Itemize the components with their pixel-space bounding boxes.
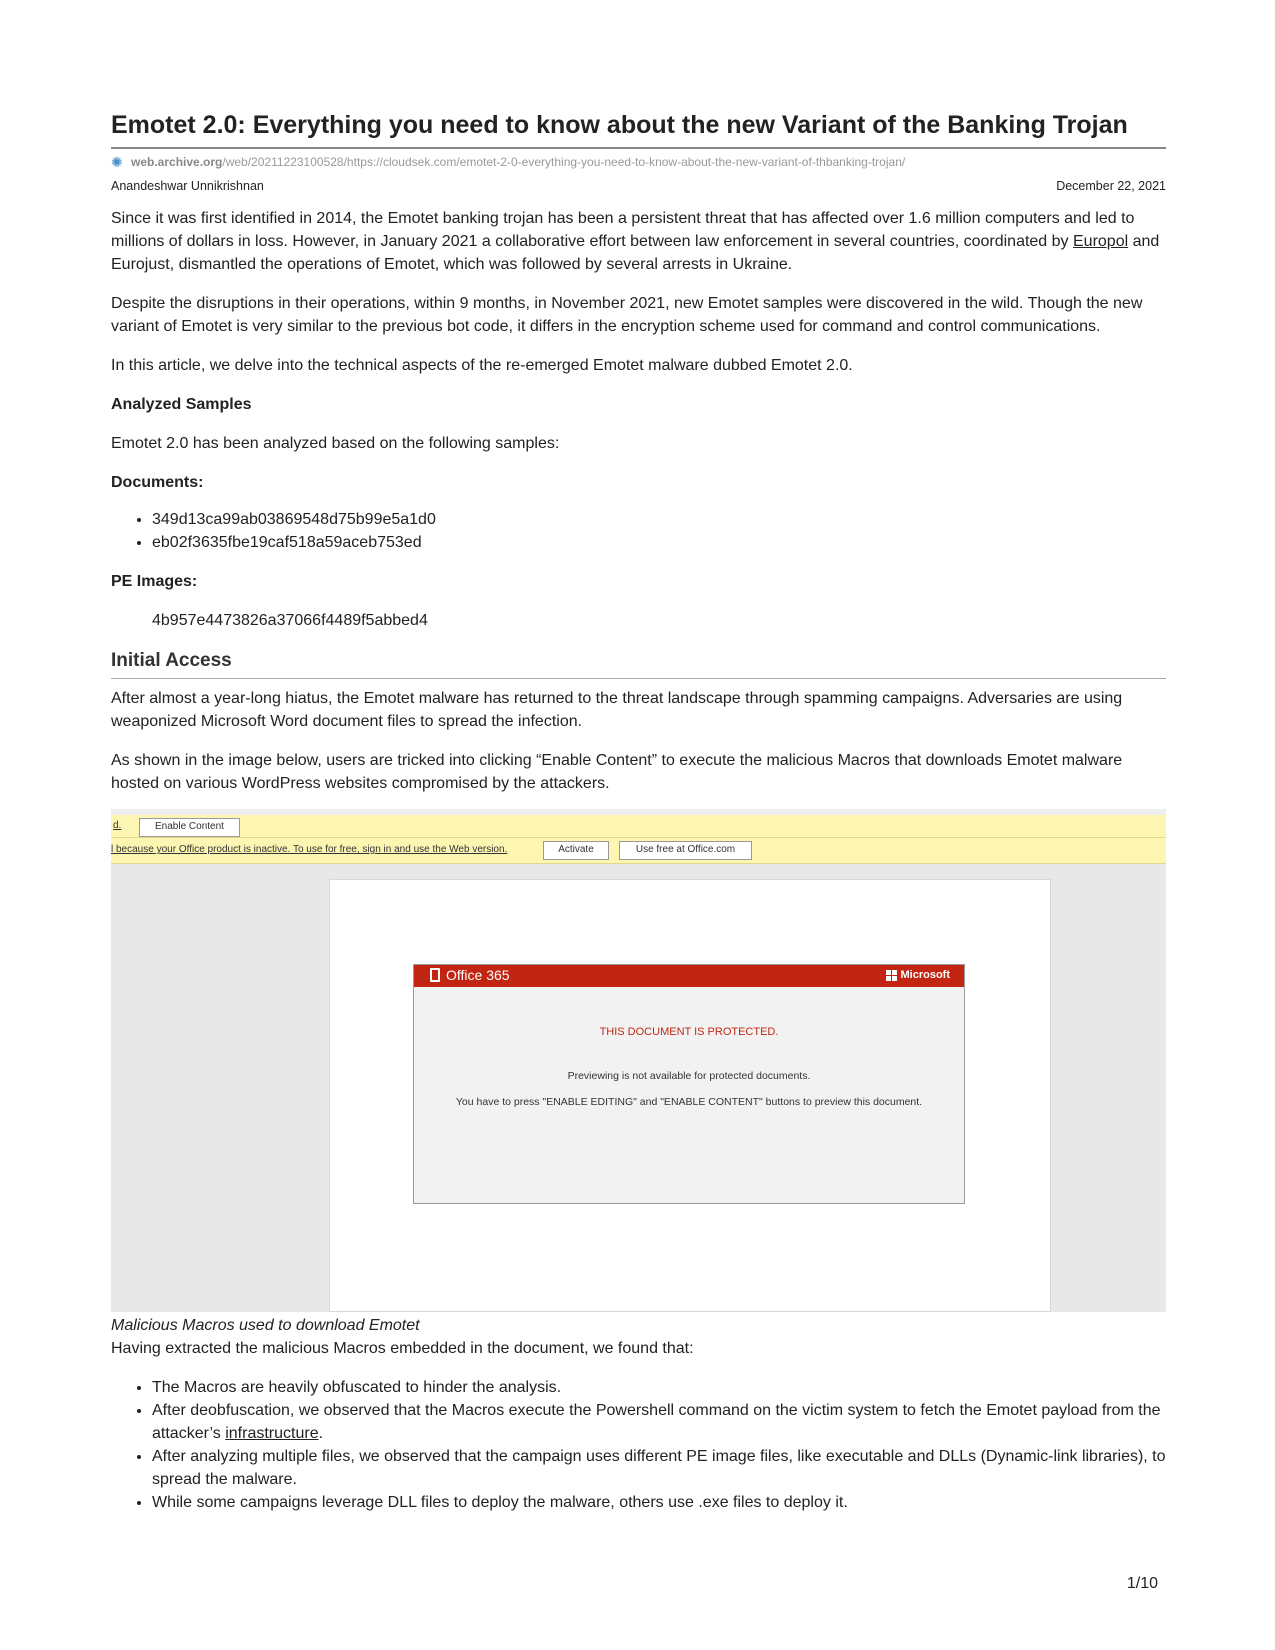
europol-link[interactable]: Europol — [1073, 233, 1129, 250]
documents-list — [111, 508, 1166, 554]
article — [111, 110, 1166, 1514]
list-item: • While some campaigns leverage DLL files to deploy the malware, others use .exe files to deploy it. — [152, 1491, 1166, 1514]
protected-notice: THIS DOCUMENT IS PROTECTED. — [599, 1026, 779, 1038]
page-number: 1/10 — [1126, 1575, 1158, 1592]
findings-list — [111, 1376, 1166, 1514]
source-domain: web.archive.org — [131, 155, 223, 169]
list-item: • The Macros are heavily obfuscated to hinder the analysis. — [152, 1376, 1166, 1399]
microsoft-icon — [886, 970, 897, 981]
pe-images-label: PE Images: — [111, 573, 198, 590]
list-item: • eb02f3635fbe19caf518a59aceb753ed — [152, 531, 1166, 554]
list-item: • After deobfuscation, we observed that the Macros execute the Powershell command on the victim system to fetch the Emotet payload from the attacker’s infrastructure. — [152, 1399, 1166, 1445]
article-meta — [111, 179, 1166, 193]
samples-heading: Analyzed Samples — [111, 396, 252, 413]
press-instructions: You have to press "ENABLE EDITING" and "ENABLE CONTENT" buttons to preview this document. — [455, 1096, 923, 1108]
source-path: /web/20211223100528/https://cloudsek.com/emotet-2-0-everything-you-need-to-know-about-the-new-variant-of-thbanking-trojan/ — [222, 155, 906, 169]
pe-image-hash: 4b957e4473826a37066f4489f5abbed4 — [152, 612, 428, 629]
author: Anandeshwar Unnikrishnan — [111, 179, 264, 193]
initial-access-paragraph-2: As shown in the image below, users are tricked into clicking “Enable Content” to execute the malicious Macros that downloads Emotet malware hosted on various WordPress websites compromised by the attackers. — [111, 752, 1123, 792]
archive-icon: ✺ — [111, 154, 123, 170]
enable-content-bar — [111, 809, 1166, 837]
bar-fragment: d. — [113, 820, 122, 831]
figure-caption: Malicious Macros used to download Emotet — [111, 1317, 420, 1334]
findings-intro: Having extracted the malicious Macros embedded in the document, we found that: — [111, 1340, 694, 1357]
samples-text: Emotet 2.0 has been analyzed based on the following samples: — [111, 435, 560, 452]
infrastructure-link[interactable]: infrastructure — [225, 1425, 319, 1442]
publish-date: December 22, 2021 — [1056, 179, 1166, 193]
intro-paragraph-1: Since it was first identified in 2014, the Emotet banking trojan has been a persistent threat that has affected over 1.6 million computers and led to millions of dollars in loss. However, in January 2021 a collaborative effort between law enforcement in several countries, coordinated by Europol and Eurojust, dismantled the operations of Emotet, which was followed by several arrests in Ukraine. — [111, 210, 1160, 273]
inactive-product-bar — [111, 837, 1166, 864]
use-free-button[interactable]: Use free at Office.com — [619, 841, 752, 860]
microsoft-logo: Microsoft — [886, 969, 951, 981]
inactive-message: l because your Office product is inactive. To use for free, sign in and use the Web version. — [111, 844, 508, 855]
page-title: Emotet 2.0: Everything you need to know about the new Variant of the Banking Trojan — [111, 110, 1166, 149]
list-item: • 349d13ca99ab03869548d75b99e5a1d0 — [152, 508, 1166, 531]
initial-access-heading: Initial Access — [111, 650, 1166, 679]
macro-screenshot-figure — [111, 809, 1166, 1312]
enable-content-button[interactable]: Enable Content — [139, 818, 240, 837]
preview-notice: Previewing is not available for protected documents. — [567, 1070, 811, 1082]
office365-header — [414, 965, 964, 987]
activate-button[interactable]: Activate — [543, 841, 609, 860]
office365-logo: Office 365 — [430, 967, 510, 983]
source-url[interactable] — [111, 155, 1166, 169]
office365-protected-box — [413, 964, 965, 1204]
intro-paragraph-3: In this article, we delve into the technical aspects of the re-emerged Emotet malware dubbed Emotet 2.0. — [111, 357, 853, 374]
list-item: • After analyzing multiple files, we observed that the campaign uses different PE image files, like executable and DLLs (Dynamic-link libraries), to spread the malware. — [152, 1445, 1166, 1491]
initial-access-paragraph-1: After almost a year-long hiatus, the Emotet malware has returned to the threat landscape through spamming campaigns. Adversaries are using weaponized Microsoft Word document files to spread the infection. — [111, 690, 1123, 730]
intro-paragraph-2: Despite the disruptions in their operations, within 9 months, in November 2021, new Emotet samples were discovered in the wild. Though the new variant of Emotet is very similar to the previous bot code, it differs in the encryption scheme used for command and control communications. — [111, 295, 1143, 335]
documents-label: Documents: — [111, 474, 204, 491]
office-icon — [430, 968, 440, 982]
